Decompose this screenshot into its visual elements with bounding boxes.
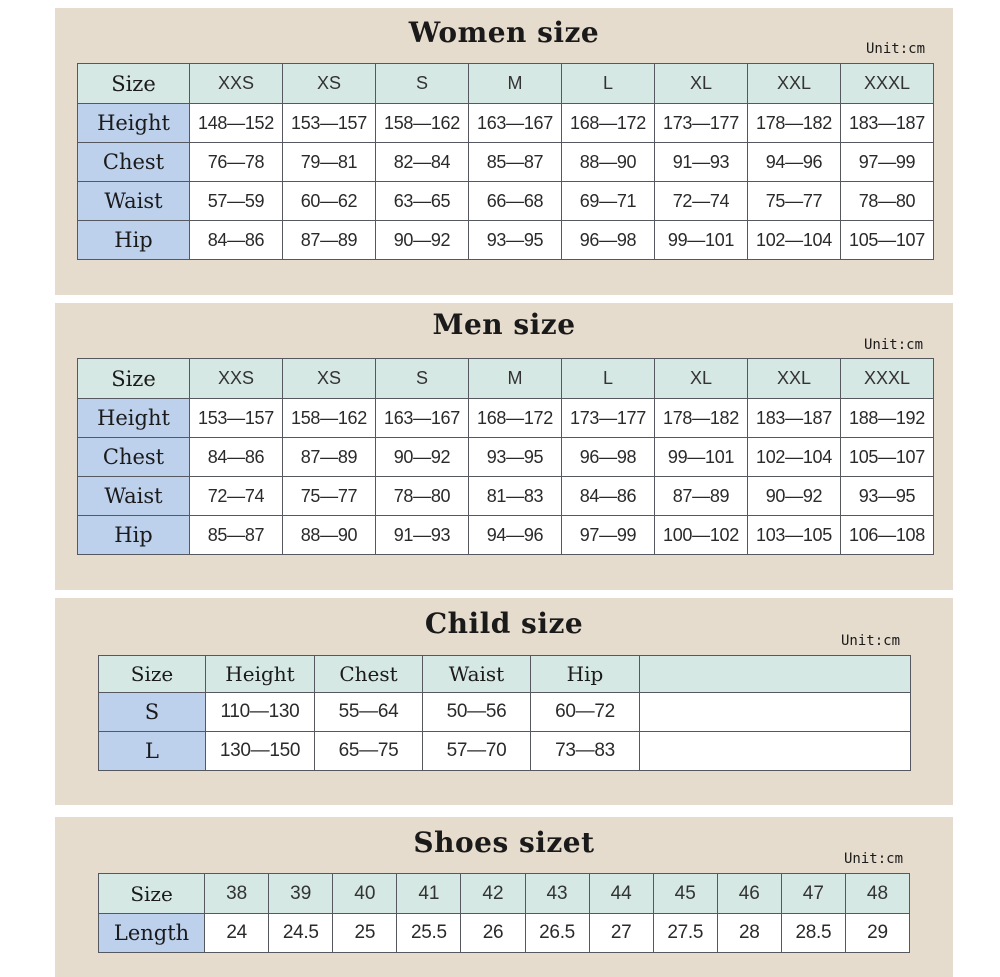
table-cell: 168—172 <box>469 399 562 438</box>
table-cell: 50—56 <box>423 693 531 732</box>
table-cell: 105—107 <box>841 221 934 260</box>
table-cell: 88—90 <box>283 516 376 555</box>
shoe-size-cell: 46 <box>717 874 781 914</box>
table-cell: 87—89 <box>655 477 748 516</box>
men-chest-label: Chest <box>78 438 190 477</box>
table-cell: 110—130 <box>206 693 315 732</box>
table-cell: 103—105 <box>748 516 841 555</box>
table-cell: 158—162 <box>376 104 469 143</box>
women-size-title: Women size <box>408 16 600 49</box>
table-cell: 183—187 <box>841 104 934 143</box>
men-size-xl: XL <box>655 359 748 399</box>
women-size-m: M <box>469 64 562 104</box>
table-cell: 72—74 <box>655 182 748 221</box>
women-hip-label: Hip <box>78 221 190 260</box>
table-cell: 94—96 <box>469 516 562 555</box>
table-cell: 76—78 <box>190 143 283 182</box>
child-s-row <box>99 693 911 732</box>
child-empty-header <box>640 656 911 693</box>
shoes-length-row <box>99 914 910 953</box>
shoe-size-cell: 39 <box>269 874 333 914</box>
shoe-size-cell: 40 <box>333 874 397 914</box>
table-cell: 78—80 <box>841 182 934 221</box>
shoe-length-cell: 25 <box>333 914 397 953</box>
table-cell: 102—104 <box>748 221 841 260</box>
shoes-size-row <box>99 874 910 914</box>
table-cell: 87—89 <box>283 438 376 477</box>
shoe-length-cell: 27 <box>589 914 653 953</box>
table-cell: 97—99 <box>841 143 934 182</box>
table-cell: 178—182 <box>655 399 748 438</box>
women-height-row <box>78 104 934 143</box>
table-cell: 84—86 <box>190 221 283 260</box>
table-cell: 99—101 <box>655 438 748 477</box>
women-waist-row <box>78 182 934 221</box>
table-cell: 73—83 <box>531 732 640 771</box>
shoe-length-cell: 27.5 <box>653 914 717 953</box>
table-cell: 153—157 <box>190 399 283 438</box>
table-cell: 106—108 <box>841 516 934 555</box>
table-cell: 87—89 <box>283 221 376 260</box>
child-size-s-label: S <box>99 693 206 732</box>
men-hip-row <box>78 516 934 555</box>
child-size-header: Size <box>99 656 206 693</box>
child-size-table <box>98 655 911 771</box>
shoe-length-cell: 24 <box>205 914 269 953</box>
women-size-xxxl: XXXL <box>841 64 934 104</box>
men-size-xxxl: XXXL <box>841 359 934 399</box>
women-chest-row <box>78 143 934 182</box>
shoe-size-cell: 38 <box>205 874 269 914</box>
table-cell: 96—98 <box>562 438 655 477</box>
women-size-xs: XS <box>283 64 376 104</box>
child-unit-label: Unit:cm <box>841 633 901 649</box>
table-cell: 178—182 <box>748 104 841 143</box>
table-cell: 82—84 <box>376 143 469 182</box>
men-size-m: M <box>469 359 562 399</box>
shoe-size-cell: 43 <box>525 874 589 914</box>
table-cell: 90—92 <box>376 221 469 260</box>
table-cell: 158—162 <box>283 399 376 438</box>
table-cell: 100—102 <box>655 516 748 555</box>
child-hip-header: Hip <box>531 656 640 693</box>
table-cell: 99—101 <box>655 221 748 260</box>
men-size-header: Size <box>78 359 190 399</box>
men-size-xxs: XXS <box>190 359 283 399</box>
men-header-row <box>78 359 934 399</box>
shoes-length-label: Length <box>99 914 205 953</box>
table-cell: 183—187 <box>748 399 841 438</box>
table-cell: 79—81 <box>283 143 376 182</box>
child-chest-header: Chest <box>315 656 423 693</box>
women-waist-label: Waist <box>78 182 190 221</box>
women-header-row <box>78 64 934 104</box>
table-cell: 93—95 <box>841 477 934 516</box>
table-cell: 57—70 <box>423 732 531 771</box>
women-size-panel <box>55 8 953 295</box>
women-size-l: L <box>562 64 655 104</box>
table-cell: 130—150 <box>206 732 315 771</box>
table-cell: 102—104 <box>748 438 841 477</box>
table-cell: 72—74 <box>190 477 283 516</box>
table-cell: 94—96 <box>748 143 841 182</box>
shoe-size-cell: 42 <box>461 874 525 914</box>
table-cell: 148—152 <box>190 104 283 143</box>
men-height-label: Height <box>78 399 190 438</box>
men-size-xs: XS <box>283 359 376 399</box>
shoes-size-label: Size <box>99 874 205 914</box>
women-size-xxl: XXL <box>748 64 841 104</box>
child-header-row <box>99 656 911 693</box>
table-cell: 60—62 <box>283 182 376 221</box>
shoe-length-cell: 24.5 <box>269 914 333 953</box>
table-cell: 66—68 <box>469 182 562 221</box>
table-cell: 84—86 <box>562 477 655 516</box>
table-cell: 90—92 <box>748 477 841 516</box>
men-size-l: L <box>562 359 655 399</box>
table-cell: 55—64 <box>315 693 423 732</box>
shoe-length-cell: 26.5 <box>525 914 589 953</box>
table-cell: 85—87 <box>469 143 562 182</box>
men-size-xxl: XXL <box>748 359 841 399</box>
shoes-size-table <box>98 873 910 953</box>
table-cell: 60—72 <box>531 693 640 732</box>
table-cell: 173—177 <box>562 399 655 438</box>
shoe-size-cell: 47 <box>781 874 845 914</box>
women-unit-label: Unit:cm <box>866 41 926 57</box>
table-cell: 75—77 <box>283 477 376 516</box>
shoes-unit-label: Unit:cm <box>844 851 904 867</box>
table-cell: 69—71 <box>562 182 655 221</box>
child-size-l-label: L <box>99 732 206 771</box>
table-cell: 91—93 <box>655 143 748 182</box>
table-cell: 93—95 <box>469 438 562 477</box>
women-size-header: Size <box>78 64 190 104</box>
women-height-label: Height <box>78 104 190 143</box>
shoes-size-panel <box>55 817 953 977</box>
shoe-length-cell: 26 <box>461 914 525 953</box>
men-size-panel <box>55 303 953 590</box>
men-chest-row <box>78 438 934 477</box>
men-size-table <box>77 358 934 555</box>
shoe-length-cell: 29 <box>845 914 909 953</box>
table-cell: 153—157 <box>283 104 376 143</box>
shoe-length-cell: 25.5 <box>397 914 461 953</box>
women-chest-label: Chest <box>78 143 190 182</box>
shoe-length-cell: 28.5 <box>781 914 845 953</box>
women-size-s: S <box>376 64 469 104</box>
table-cell: 96—98 <box>562 221 655 260</box>
child-size-panel <box>55 598 953 805</box>
table-cell: 84—86 <box>190 438 283 477</box>
table-cell-empty <box>640 693 911 732</box>
table-cell: 173—177 <box>655 104 748 143</box>
table-cell: 75—77 <box>748 182 841 221</box>
child-size-title: Child size <box>424 607 584 640</box>
shoe-size-cell: 45 <box>653 874 717 914</box>
men-hip-label: Hip <box>78 516 190 555</box>
child-height-header: Height <box>206 656 315 693</box>
table-cell: 81—83 <box>469 477 562 516</box>
men-unit-label: Unit:cm <box>864 337 924 353</box>
table-cell: 91—93 <box>376 516 469 555</box>
men-size-title: Men size <box>432 308 576 341</box>
shoe-size-cell: 48 <box>845 874 909 914</box>
table-cell-empty <box>640 732 911 771</box>
women-size-xxs: XXS <box>190 64 283 104</box>
men-size-s: S <box>376 359 469 399</box>
table-cell: 93—95 <box>469 221 562 260</box>
table-cell: 57—59 <box>190 182 283 221</box>
shoe-size-cell: 44 <box>589 874 653 914</box>
table-cell: 88—90 <box>562 143 655 182</box>
table-cell: 78—80 <box>376 477 469 516</box>
women-hip-row <box>78 221 934 260</box>
table-cell: 168—172 <box>562 104 655 143</box>
women-size-xl: XL <box>655 64 748 104</box>
table-cell: 188—192 <box>841 399 934 438</box>
men-waist-label: Waist <box>78 477 190 516</box>
child-waist-header: Waist <box>423 656 531 693</box>
table-cell: 105—107 <box>841 438 934 477</box>
table-cell: 163—167 <box>376 399 469 438</box>
men-waist-row <box>78 477 934 516</box>
shoe-size-cell: 41 <box>397 874 461 914</box>
table-cell: 90—92 <box>376 438 469 477</box>
table-cell: 97—99 <box>562 516 655 555</box>
shoe-length-cell: 28 <box>717 914 781 953</box>
table-cell: 85—87 <box>190 516 283 555</box>
shoes-size-title: Shoes sizet <box>413 826 595 859</box>
table-cell: 63—65 <box>376 182 469 221</box>
table-cell: 163—167 <box>469 104 562 143</box>
women-size-table <box>77 63 934 260</box>
men-height-row <box>78 399 934 438</box>
table-cell: 65—75 <box>315 732 423 771</box>
child-l-row <box>99 732 911 771</box>
